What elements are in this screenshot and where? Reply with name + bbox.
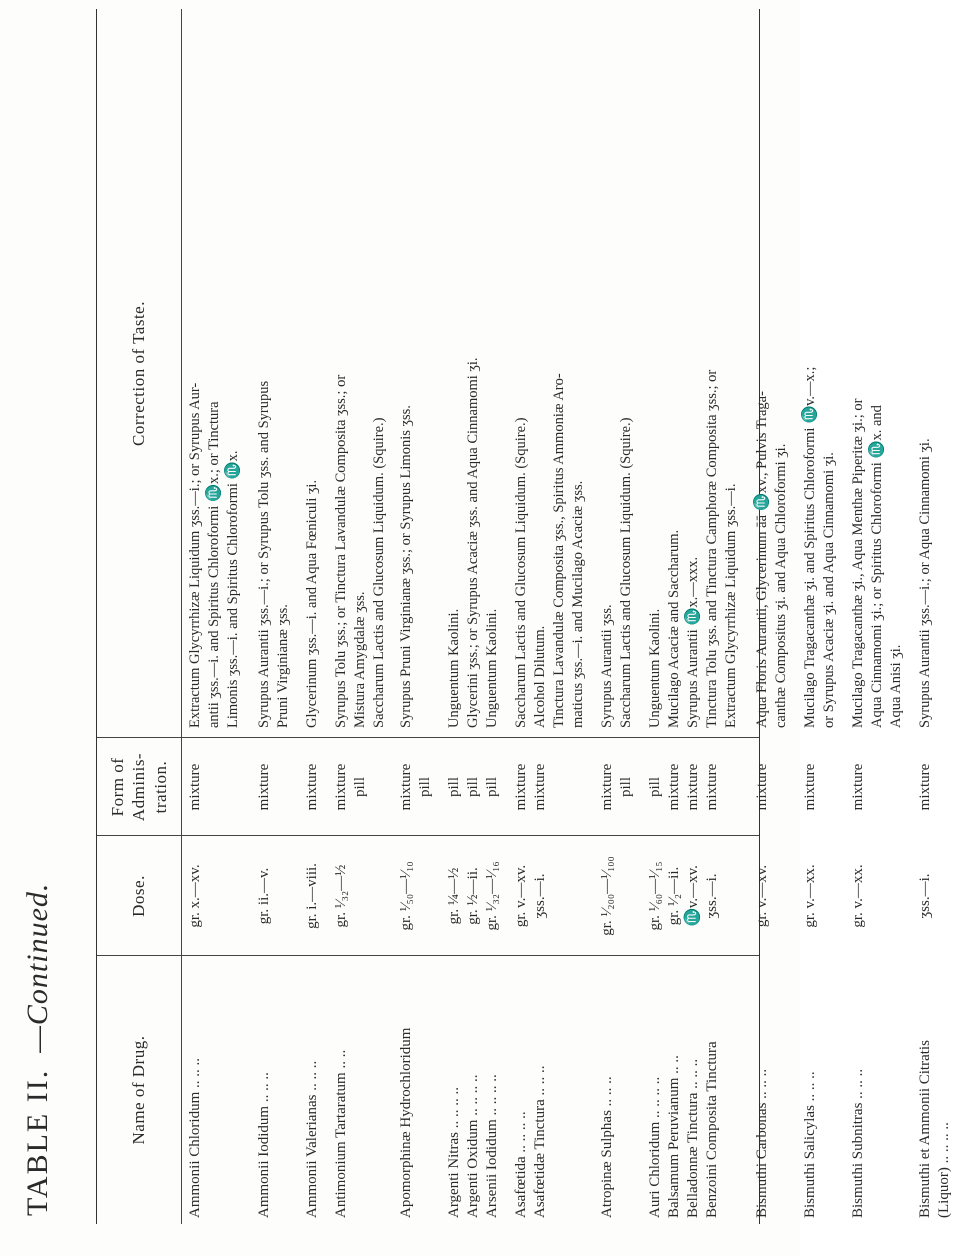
taste-correction-line: Glycerinum ʒss.—i. and Aqua Fœniculi ʒi.: [304, 479, 320, 728]
drug-name-line: Belladonnæ Tinctura .. .. ..: [685, 1058, 701, 1218]
drug-name: [444, 956, 503, 1224]
administration-form: [396, 738, 436, 836]
taste-correction: [848, 9, 907, 738]
taste-correction-line: Syrupus Tolu ʒss.; or Tinctura Lavandulæ Composita ʒss.; or: [333, 374, 349, 728]
drug-dose: [800, 836, 840, 956]
header-dose: Dose.: [129, 875, 149, 917]
drug-name-line: Argenti Nitras .. .. .. ..: [446, 1087, 462, 1218]
taste-correction-line: Extractum Glycyrrhizæ Liquidum ʒss.—i.: [723, 483, 739, 728]
taste-correction: [254, 9, 294, 738]
administration-form-line: mixture: [256, 763, 272, 811]
table-row: [792, 9, 840, 1224]
taste-correction: [185, 9, 244, 738]
table-row: [637, 9, 742, 1224]
administration-form-line: mixture: [513, 763, 529, 811]
drug-dose: [302, 836, 323, 956]
taste-correction-line: Mistura Amygdalæ ʒss.: [352, 591, 368, 728]
drug-dose-line: gr. ¹⁄₆₀—¹⁄₁₅: [647, 861, 663, 931]
administration-form: [752, 738, 792, 836]
administration-form-line: mixture: [704, 763, 720, 811]
drug-name-line: (Liquor) .. .. .. ..: [936, 1122, 952, 1218]
table-row: [244, 9, 294, 1224]
drug-dose-line: gr. v.—xv.: [513, 864, 529, 928]
drug-dose-line: gr. ¹⁄₂—ii.: [666, 866, 682, 926]
drug-dose-line: ♏v.—xv.: [685, 865, 701, 927]
drug-name-line: Apomorphinæ Hydrochloridum: [398, 1027, 414, 1218]
taste-correction: [752, 9, 792, 738]
administration-form-line: mixture: [532, 763, 548, 811]
drug-name-line: Argenti Oxidum .. .. .. ..: [465, 1074, 481, 1218]
drug-dose-line: gr. ¹⁄₃₂—¹⁄₁₆: [484, 861, 500, 931]
administration-form: [800, 738, 840, 836]
taste-correction-line: Tinctura Lavandulæ Composita ʒss., Spiritus Ammoniæ Aro-: [551, 373, 567, 728]
administration-form-line: mixture: [850, 763, 866, 811]
taste-correction: [597, 9, 637, 738]
drug-name-line: Arsenii Iodidum .. .. .. ..: [484, 1074, 500, 1218]
administration-form: [511, 738, 589, 836]
taste-correction-line: maticus ʒss.—i. and Mucilago Acaciæ ʒss.: [570, 480, 586, 728]
drug-name-line: Bismuthi Salicylas .. .. ..: [802, 1071, 818, 1218]
administration-form: [645, 738, 742, 836]
table-row: [840, 9, 907, 1224]
drug-dose-line: gr. ¹⁄₂₀₀—¹⁄₁₀₀: [599, 856, 615, 936]
drug-name: [511, 956, 589, 1224]
drug-name: [254, 956, 294, 1224]
drug-name-line: Ammonii Chloridum .. .. ..: [187, 1057, 203, 1218]
administration-form-line: pill: [446, 777, 462, 798]
table-row: [503, 9, 589, 1224]
taste-correction-line: Extractum Glycyrrhizæ Liquidum ʒss.—i.; or Syrupus Aur-: [187, 382, 203, 728]
table-row: [742, 9, 792, 1224]
drug-dose-line: gr. ¼—½: [446, 867, 462, 925]
drug-table: [96, 9, 952, 1224]
administration-form: [254, 738, 294, 836]
administration-form-line: mixture: [187, 763, 203, 811]
administration-form-line: mixture: [917, 763, 933, 811]
taste-correction-line: Aqua Anisi ʒi.: [888, 644, 904, 728]
taste-correction-line: Unguentum Kaolini.: [446, 608, 462, 728]
drug-dose-line: gr. v.—xx.: [802, 864, 818, 928]
page-heading: [10, 36, 66, 1216]
taste-correction-line: Mucilago Acaciæ and Saccharum.: [666, 529, 682, 728]
taste-correction-line: Syrupus Aurantii ʒss.—i.; or Aqua Cinnamomi ʒi.: [917, 438, 933, 728]
header-form: Form of Adminis-tration.: [108, 752, 170, 822]
drug-dose-line: gr. ¹⁄₃₂—½: [333, 864, 349, 928]
administration-form-line: pill: [417, 777, 433, 798]
administration-form-line: mixture: [802, 763, 818, 811]
taste-correction-line: canthæ Compositus ʒi. and Aqua Chloroformi ʒi.: [773, 443, 789, 728]
drug-name: [185, 956, 244, 1224]
drug-name-line: Ammonii Valerianas .. .. ..: [304, 1060, 320, 1218]
drug-dose-line: gr. ii.—v.: [256, 867, 272, 925]
drug-dose: [915, 836, 955, 956]
drug-name-line: Benzoini Composita Tinctura: [704, 1041, 720, 1218]
taste-correction-line: Saccharum Lactis and Glucosum Liquidum. (Squire.): [618, 417, 634, 728]
administration-form-line: mixture: [754, 763, 770, 811]
drug-dose-line: gr. v.—xv.: [754, 864, 770, 928]
table-row: [181, 9, 244, 1224]
drug-name: [645, 956, 742, 1224]
drug-dose-line: ʒss.—i.: [704, 873, 720, 919]
administration-form-line: pill: [618, 777, 634, 798]
taste-correction-line: Limonis ʒss.—i. and Spiritus Chloroformi ♏x.: [225, 450, 241, 728]
taste-correction-line: Syrupus Aurantii ʒss.—i.; or Syrupus Tolu ʒss. and Syrupus: [256, 380, 272, 728]
drug-dose: [511, 836, 589, 956]
drug-dose-line: gr. ½—ii.: [465, 867, 481, 925]
administration-form-line: mixture: [685, 763, 701, 811]
drug-name-line: Antimonium Tartaratum .. ..: [333, 1049, 349, 1218]
administration-form: [185, 738, 244, 836]
administration-form-line: pill: [647, 777, 663, 798]
drug-dose: [254, 836, 294, 956]
header-correction: Correction of Taste.: [129, 301, 149, 446]
taste-correction-line: Mucilago Tragacanthæ ʒi., Aqua Menthæ Piperitæ ʒi.; or: [850, 398, 866, 728]
drug-name: [915, 956, 955, 1224]
table-row: [294, 9, 323, 1224]
administration-form-line: mixture: [333, 763, 349, 811]
taste-correction-line: Glycerini ʒss.; or Syrupus Acaciæ ʒss. and Aqua Cinnamomi ʒi.: [465, 357, 481, 728]
drug-dose: [848, 836, 907, 956]
taste-correction-line: Unguentum Kaolini.: [484, 608, 500, 728]
administration-form-line: pill: [352, 777, 368, 798]
taste-correction: [645, 9, 742, 738]
drug-dose: [752, 836, 792, 956]
drug-name-line: Bismuthi et Ammonii Citratis: [917, 1040, 933, 1218]
drug-name: [597, 956, 637, 1224]
taste-correction-line: Alcohol Dilutum.: [532, 625, 548, 728]
drug-name-line: Bismuthi Carbonas .. .. ..: [754, 1068, 770, 1218]
drug-name-line: Asafœtidæ Tinctura .. .. ..: [532, 1065, 548, 1218]
drug-name-line: Ammonii Iodidum .. .. ..: [256, 1072, 272, 1218]
taste-correction-line: Tinctura Tolu ʒss. and Tinctura Camphoræ Composita ʒss.; or: [704, 369, 720, 728]
administration-form: [444, 738, 503, 836]
drug-dose: [645, 836, 742, 956]
taste-correction-line: Aqua Cinnamomi ʒi.; or Spiritus Chloroformi ♏x. and: [869, 405, 885, 728]
taste-correction-line: Syrupus Pruni Virginianæ ʒss.; or Syrupus Limonis ʒss.: [398, 405, 414, 728]
drug-dose-line: ʒss.—i.: [917, 873, 933, 919]
continued-label: —Continued.: [21, 882, 54, 1053]
taste-correction: [444, 9, 503, 738]
drug-dose: [396, 836, 436, 956]
drug-name: [331, 956, 390, 1224]
drug-dose: [185, 836, 244, 956]
drug-name: [396, 956, 436, 1224]
drug-dose: [331, 836, 390, 956]
header-name: Name of Drug.: [129, 1035, 149, 1145]
taste-correction-line: Syrupus Aurantii ♏x.—xxx.: [685, 556, 701, 728]
table-row: [390, 9, 436, 1224]
taste-correction-line: Unguentum Kaolini.: [647, 608, 663, 728]
taste-correction-line: Saccharum Lactis and Glucosum Liquidum. (Squire.): [371, 417, 387, 728]
taste-correction: [302, 9, 323, 738]
administration-form: [915, 738, 955, 836]
table-number: TABLE II.: [21, 1068, 54, 1216]
taste-correction: [511, 9, 589, 738]
taste-correction-line: or Syrupus Acaciæ ʒi. and Aqua Cinnamomi ʒi.: [821, 452, 837, 728]
taste-correction-line: Saccharum Lactis and Glucosum Liquidum. (Squire.): [513, 417, 529, 728]
administration-form-line: mixture: [304, 763, 320, 811]
administration-form-line: mixture: [398, 763, 414, 811]
table-body: [181, 9, 952, 1224]
table-row: [323, 9, 390, 1224]
administration-form: [302, 738, 323, 836]
administration-form-line: pill: [465, 777, 481, 798]
administration-form: [848, 738, 907, 836]
drug-dose-line: ʒss.—i.: [532, 873, 548, 919]
drug-name-line: Auri Chloridum .. .. .. ..: [647, 1076, 663, 1218]
drug-name-line: Balsamum Peruvianum .. ..: [666, 1055, 682, 1218]
drug-name-line: Asafœtida .. .. .. ..: [513, 1111, 529, 1218]
drug-dose: [597, 836, 637, 956]
drug-name: [302, 956, 323, 1224]
taste-correction-line: Syrupus Aurantii ʒss.: [599, 604, 615, 728]
administration-form-line: mixture: [666, 763, 682, 811]
drug-name: [848, 956, 907, 1224]
drug-name: [752, 956, 792, 1224]
table-row: [436, 9, 503, 1224]
administration-form-line: pill: [484, 777, 500, 798]
taste-correction: [915, 9, 955, 738]
administration-form: [597, 738, 637, 836]
drug-name-line: Atropinæ Sulphas .. .. ..: [599, 1076, 615, 1218]
administration-form-line: mixture: [599, 763, 615, 811]
taste-correction-line: Pruni Virginianæ ʒss.: [275, 604, 291, 728]
drug-name-line: Bismuthi Subnitras .. .. ..: [850, 1068, 866, 1218]
drug-dose-line: gr. v.—xx.: [850, 864, 866, 928]
taste-correction-line: Mucilago Tragacanthæ ʒi. and Spiritus Chloroformi ♏v.—x.;: [802, 366, 818, 728]
table-row: [907, 9, 955, 1224]
table-header: [97, 9, 182, 1224]
table-row: [589, 9, 637, 1224]
drug-dose: [444, 836, 503, 956]
administration-form: [331, 738, 390, 836]
drug-dose-line: gr. ¹⁄₅₀—¹⁄₁₀: [398, 861, 414, 931]
drug-name: [800, 956, 840, 1224]
taste-correction: [331, 9, 390, 738]
taste-correction: [800, 9, 840, 738]
taste-correction-line: antii ʒss.—i. and Spiritus Chloroformi ♏x.; or Tinctura: [206, 401, 222, 728]
taste-correction: [396, 9, 436, 738]
drug-dose-line: gr. i.—viii.: [304, 863, 320, 929]
drug-dose-line: gr. x.—xv.: [187, 864, 203, 928]
taste-correction-line: Aqua Floris Aurantii, Glycerinum āā ♏xv., Pulvis Traga-: [754, 391, 770, 728]
